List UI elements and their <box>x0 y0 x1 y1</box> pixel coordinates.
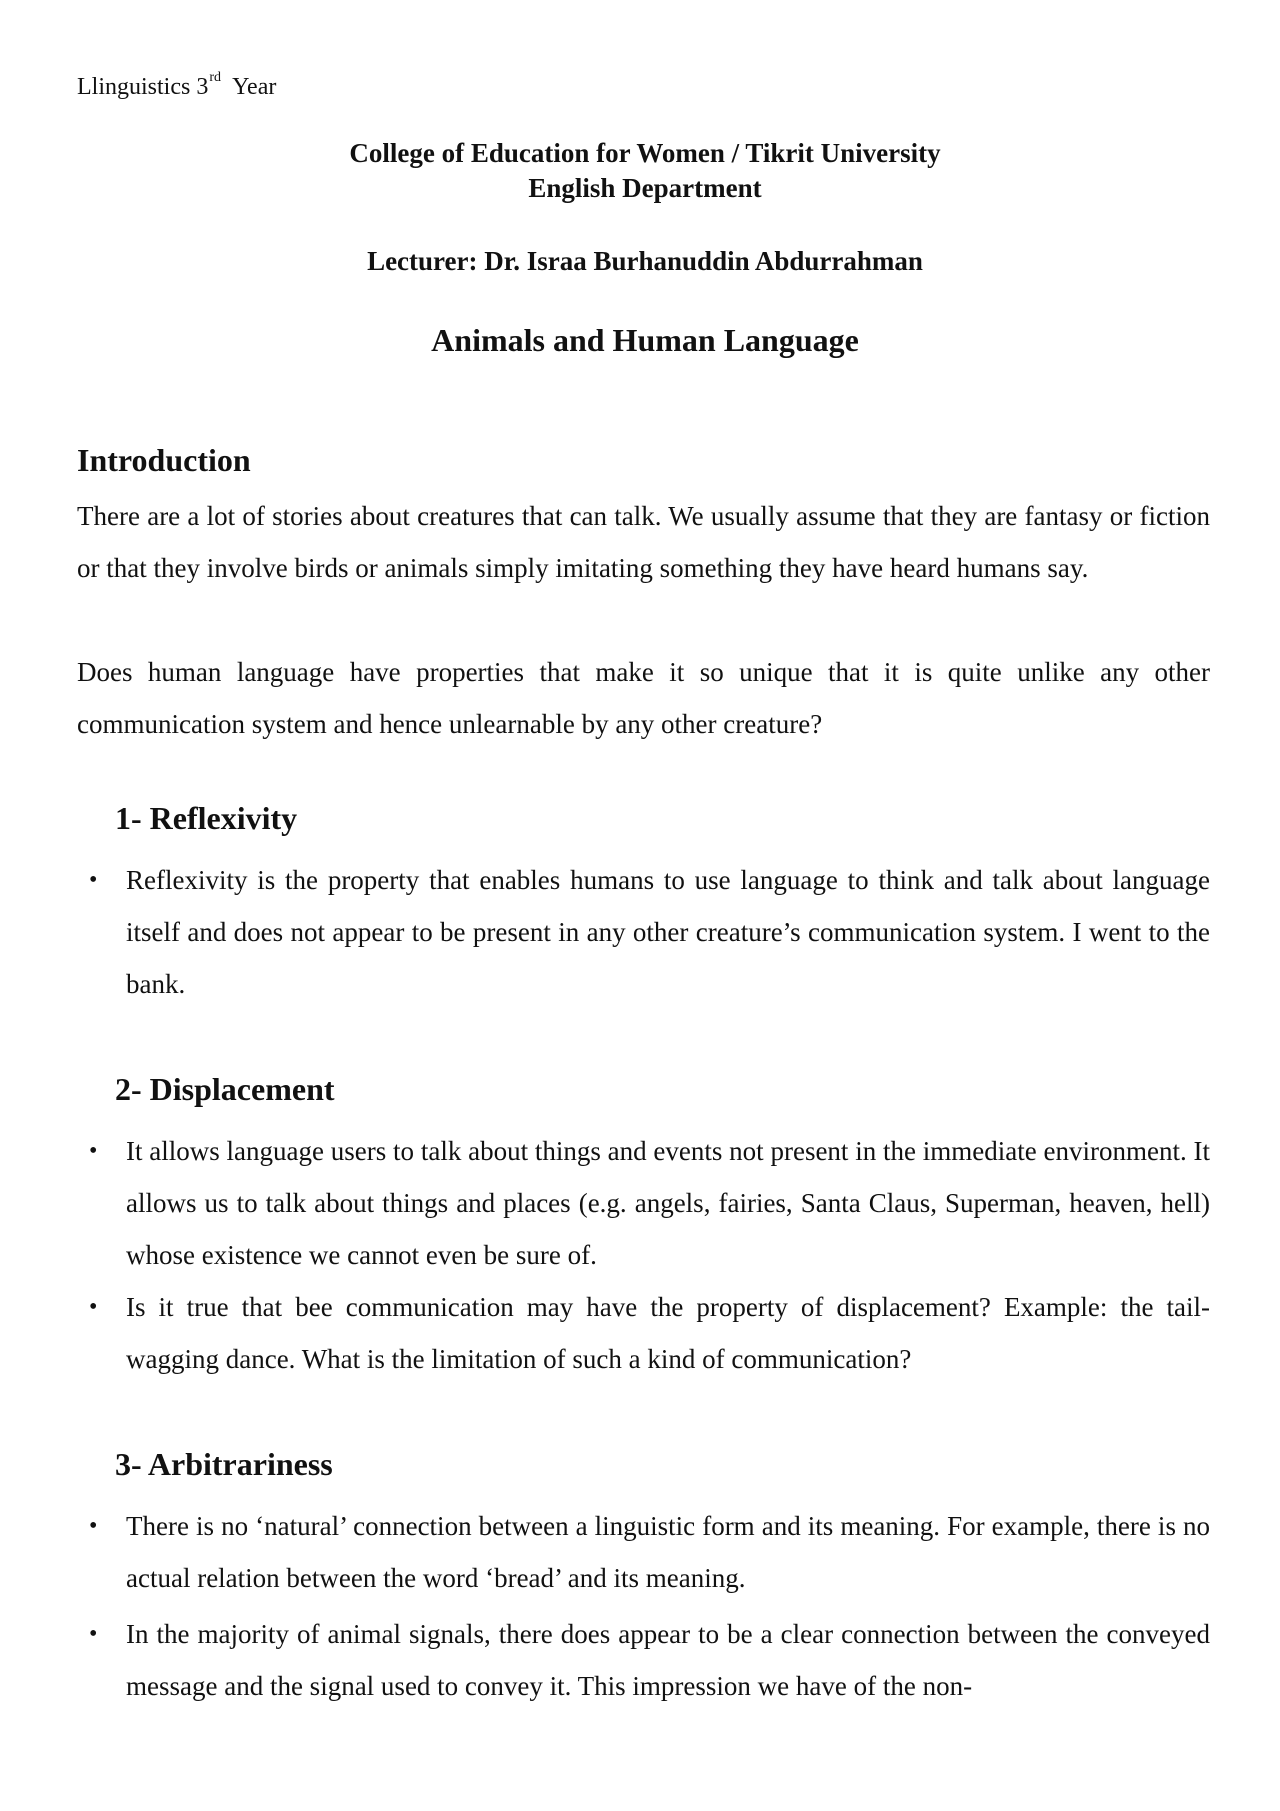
section-heading-reflexivity: 1- Reflexivity <box>115 800 298 836</box>
arbitrariness-bullet-2: In the majority of animal signals, there does appear to be a clear connection between the conveyed message and the signal used to convey it. This impression we have of the non- <box>126 1619 1210 1701</box>
document-title: Animals and Human Language <box>431 322 859 358</box>
section-heading-arbitrariness: 3- Arbitrariness <box>115 1446 333 1482</box>
bullet-marker: • <box>89 1138 98 1164</box>
bullet-marker: • <box>89 1513 98 1539</box>
bullet-marker: • <box>89 1621 98 1647</box>
displacement-bullet-2: Is it true that bee communication may have the property of displacement? Example: the tail-wagging dance. What is the limitation of such a kind of communication? <box>126 1292 1210 1374</box>
bullet-marker: • <box>89 1294 98 1320</box>
course-year: Year <box>232 74 277 100</box>
college-name: College of Education for Women / Tikrit University <box>349 138 941 168</box>
lecturer-name: Lecturer: Dr. Israa Burhanuddin Abdurrahman <box>367 246 923 276</box>
course-superscript: rd <box>209 70 222 85</box>
intro-paragraph-1: There are a lot of stories about creatures that can talk. We usually assume that they are fantasy or fiction or that they involve birds or animals simply imitating something they have heard humans say. <box>77 501 1210 583</box>
intro-paragraph-2: Does human language have properties that make it so unique that it is quite unlike any other communication system and hence unlearnable by any other creature? <box>77 657 1210 739</box>
department-name: English Department <box>528 173 762 203</box>
arbitrariness-bullet-1: There is no ‘natural’ connection between a linguistic form and its meaning. For example, there is no actual relation between the word ‘bread’ and its meaning. <box>126 1511 1210 1593</box>
reflexivity-bullet-1: Reflexivity is the property that enables humans to use language to think and talk about language itself and does not appear to be present in any other creature’s communication system. I went to the bank. <box>126 865 1210 999</box>
bullet-marker: • <box>89 867 98 893</box>
section-heading-displacement: 2- Displacement <box>115 1071 335 1107</box>
running-head <box>77 70 277 101</box>
displacement-bullet-1: It allows language users to talk about things and events not present in the immediate environment. It allows us to talk about things and places (e.g. angels, fairies, Santa Claus, Superman, heaven, hell) whose existence we cannot even be sure of. <box>126 1136 1210 1270</box>
introduction-heading: Introduction <box>77 442 251 478</box>
course-label: Llinguistics 3 <box>77 74 209 100</box>
